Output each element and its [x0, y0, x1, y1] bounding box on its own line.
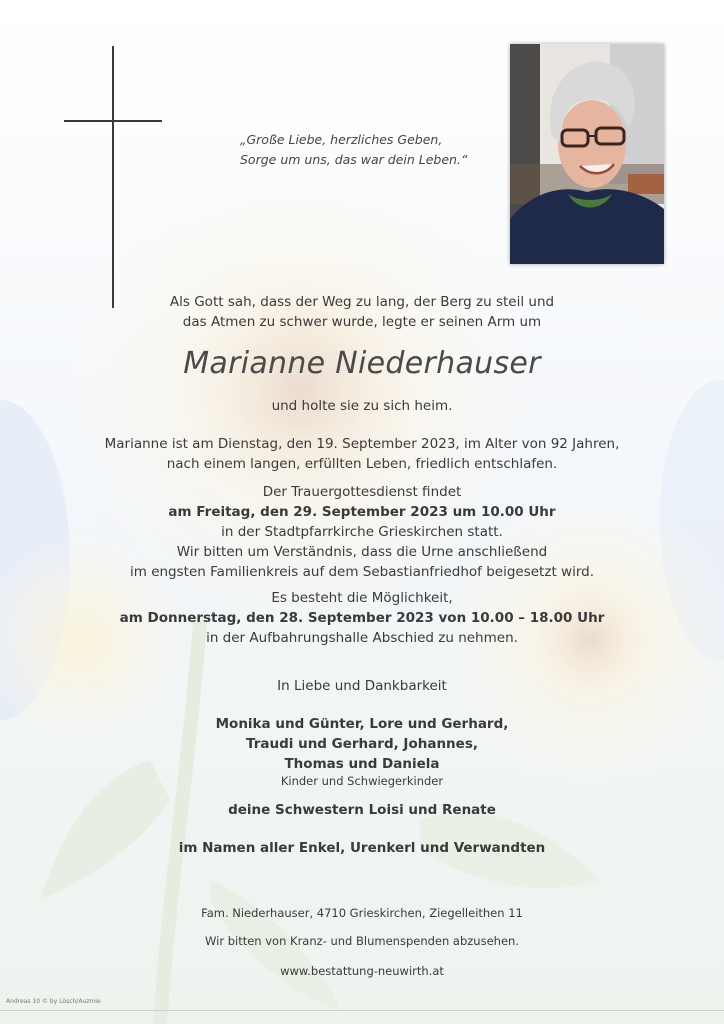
- quote-line: Sorge um uns, das war dein Leben.“: [240, 152, 468, 167]
- family-line: Traudi und Gerhard, Johannes,: [245, 736, 478, 752]
- service-line: in der Stadtpfarrkirche Grieskirchen statt.: [221, 524, 503, 540]
- family-address: Fam. Niederhauser, 4710 Grieskirchen, Ziegelleithen 11: [201, 906, 523, 920]
- closing-text: In Liebe und Dankbarkeit: [277, 678, 447, 694]
- service-line: Wir bitten um Verständnis, dass die Urne anschließend: [176, 544, 548, 560]
- viewing-info: [0, 588, 724, 648]
- quote-line: „Große Liebe, herzliches Geben,: [240, 132, 443, 147]
- family-line: Monika und Günter, Lore und Gerhard,: [215, 716, 509, 732]
- memorial-quote: [240, 130, 500, 170]
- funeral-service-info: [0, 482, 724, 582]
- death-notice-line: Marianne ist am Dienstag, den 19. September 2023, im Alter von 92 Jahren,: [104, 436, 620, 452]
- service-date-line: am Freitag, den 29. September 2023 um 10.00 Uhr: [168, 504, 556, 520]
- after-name-text: und holte sie zu sich heim.: [271, 398, 453, 414]
- bottom-border-line: [0, 1010, 724, 1011]
- funeral-home-website: www.bestattung-neuwirth.at: [280, 964, 444, 978]
- family-role: Kinder und Schwiegerkinder: [280, 774, 444, 788]
- death-notice: [0, 434, 724, 474]
- service-line: im engsten Familienkreis auf dem Sebastianfriedhof beigesetzt wird.: [130, 564, 594, 580]
- family-names: [0, 714, 724, 774]
- relatives-line: im Namen aller Enkel, Urenkerl und Verwandten: [178, 840, 546, 856]
- death-notice-line: nach einem langen, erfüllten Leben, friedlich entschlafen.: [166, 456, 558, 472]
- viewing-line: Es besteht die Möglichkeit,: [271, 590, 453, 606]
- flower-request: Wir bitten von Kranz- und Blumenspenden abzusehen.: [205, 934, 519, 948]
- deceased-name: Marianne Niederhauser: [183, 346, 541, 381]
- image-credit: Andreas 10 © by Lösch/Auzmie: [6, 998, 101, 1005]
- portrait-photo: [510, 44, 664, 264]
- intro-text: [0, 292, 724, 332]
- intro-line: Als Gott sah, dass der Weg zu lang, der Berg zu steil und: [169, 294, 555, 310]
- family-line: Thomas und Daniela: [284, 756, 440, 772]
- service-line: Der Trauergottesdienst findet: [262, 484, 462, 500]
- intro-line: das Atmen zu schwer wurde, legte er seinen Arm um: [182, 314, 542, 330]
- viewing-date-line: am Donnerstag, den 28. September 2023 von 10.00 – 18.00 Uhr: [119, 610, 605, 626]
- viewing-line: in der Aufbahrungshalle Abschied zu nehmen.: [206, 630, 518, 646]
- sisters-line: deine Schwestern Loisi und Renate: [228, 802, 496, 818]
